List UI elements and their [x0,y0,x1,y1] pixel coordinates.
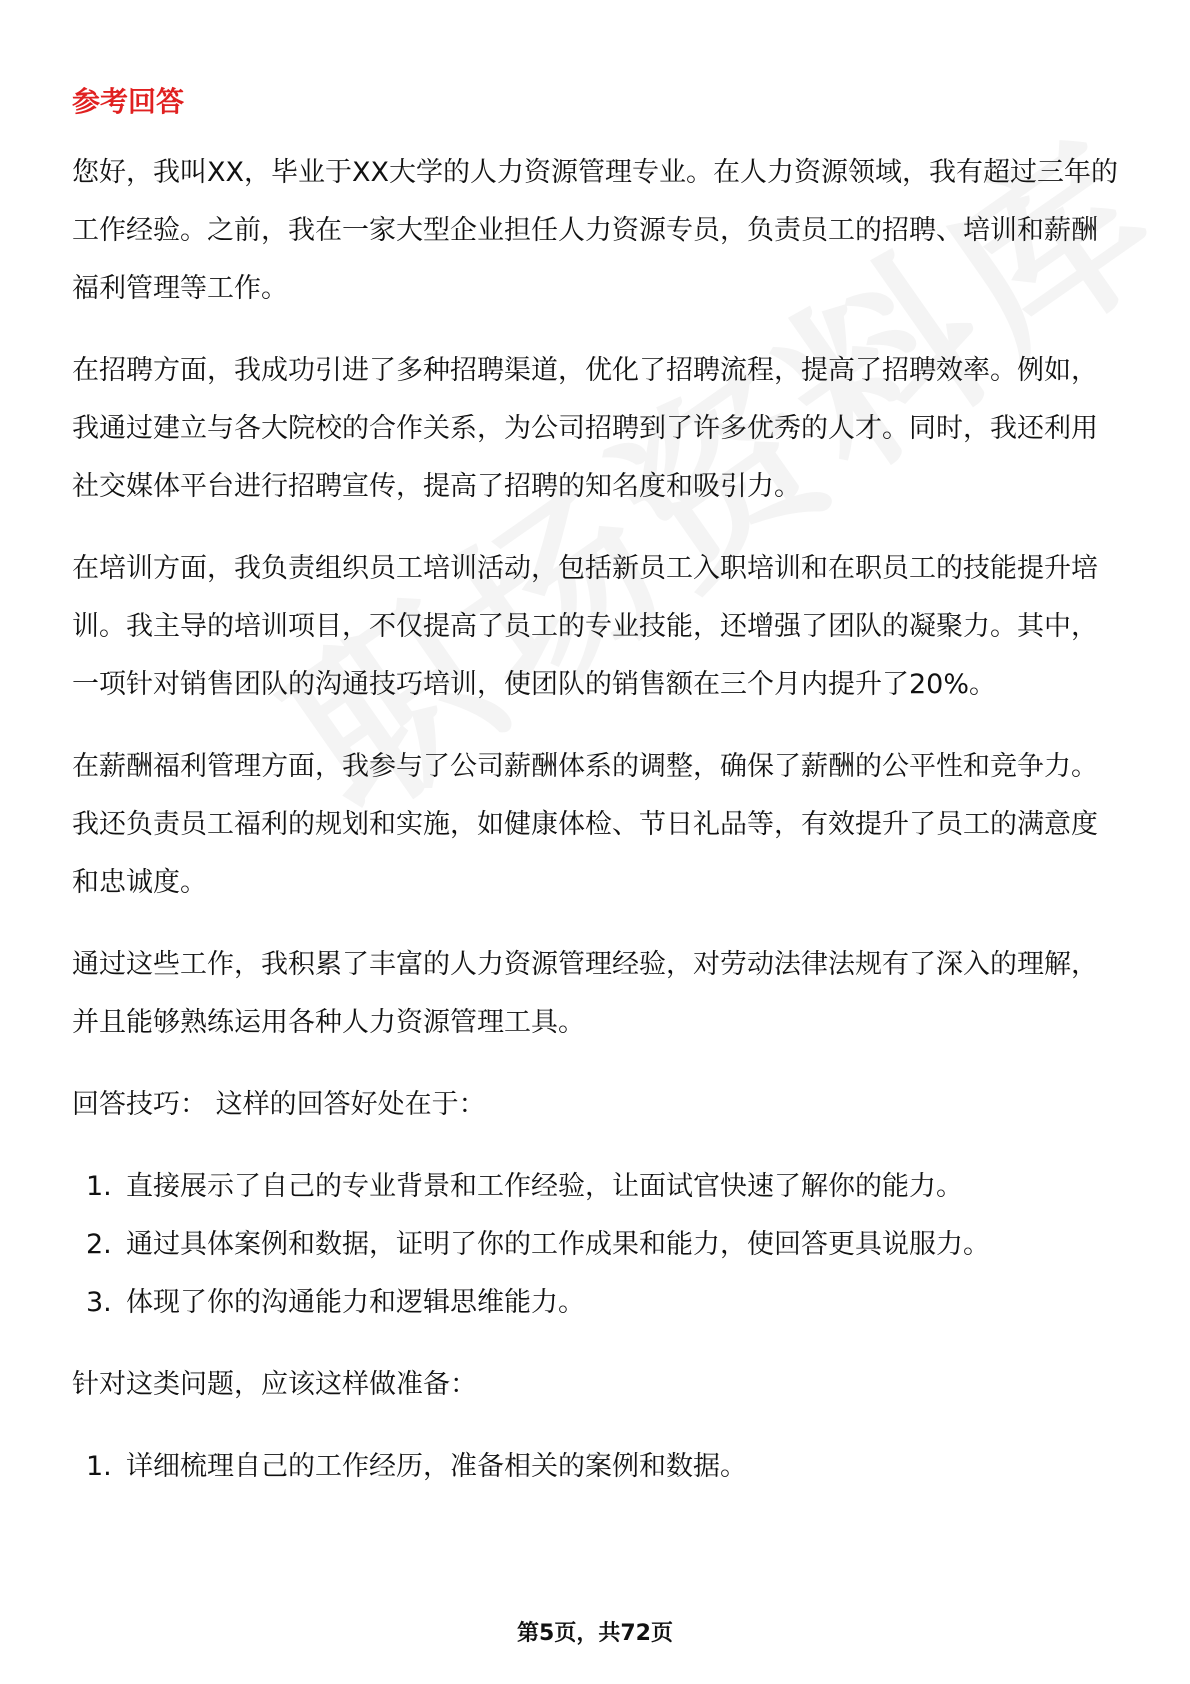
prep-heading: 针对这类问题，应该这样做准备： [72,1369,477,1400]
list-item [72,1274,1122,1332]
list-item-text: 详细梳理自己的工作经历，准备相关的案例和数据。 [126,1451,747,1482]
paragraph-training: 在培训方面，我负责组织员工培训活动，包括新员工入职培训和在职员工的技能提升培训。我主导的培训项目，不仅提高了员工的专业技能，还增强了团队的凝聚力。其中，一项针对销售团队的沟通技巧培训，使团队的销售额在三个月内提升了20%。 [72,553,1098,700]
paragraph-recruiting: 在招聘方面，我成功引进了多种招聘渠道，优化了招聘流程，提高了招聘效率。例如，我通过建立与各大院校的合作关系，为公司招聘到了许多优秀的人才。同时，我还利用社交媒体平台进行招聘宣传，提高了招聘的知名度和吸引力。 [72,355,1098,502]
section-title: 参考回答 [72,85,185,118]
document-page [72,82,1122,1520]
list-item [72,1158,1122,1216]
list-item-number: 2. [86,1229,112,1260]
list-item-text: 体现了你的沟通能力和逻辑思维能力。 [126,1287,585,1318]
list-item [72,1438,1122,1496]
tips-heading: 回答技巧： 这样的回答好处在于： [72,1089,486,1120]
list-item-number: 1. [86,1451,112,1482]
list-item-number: 1. [86,1171,112,1202]
list-item-number: 3. [86,1287,112,1318]
list-item-text: 通过具体案例和数据，证明了你的工作成果和能力，使回答更具说服力。 [126,1229,990,1260]
page-number: 第5页，共72页 [517,1621,673,1646]
list-item [72,1216,1122,1274]
prep-list [72,1438,1122,1496]
list-item-text: 直接展示了自己的专业背景和工作经验，让面试官快速了解你的能力。 [126,1171,963,1202]
paragraph-summary: 通过这些工作，我积累了丰富的人力资源管理经验，对劳动法律法规有了深入的理解，并且能够熟练运用各种人力资源管理工具。 [72,949,1098,1038]
paragraph-compensation: 在薪酬福利管理方面，我参与了公司薪酬体系的调整，确保了薪酬的公平性和竞争力。我还负责员工福利的规划和实施，如健康体检、节日礼品等，有效提升了员工的满意度和忠诚度。 [72,751,1098,898]
tips-list [72,1158,1122,1332]
paragraph-intro: 您好，我叫XX，毕业于XX大学的人力资源管理专业。在人力资源领域，我有超过三年的工作经验。之前，我在一家大型企业担任人力资源专员，负责员工的招聘、培训和薪酬福利管理等工作。 [72,157,1118,304]
